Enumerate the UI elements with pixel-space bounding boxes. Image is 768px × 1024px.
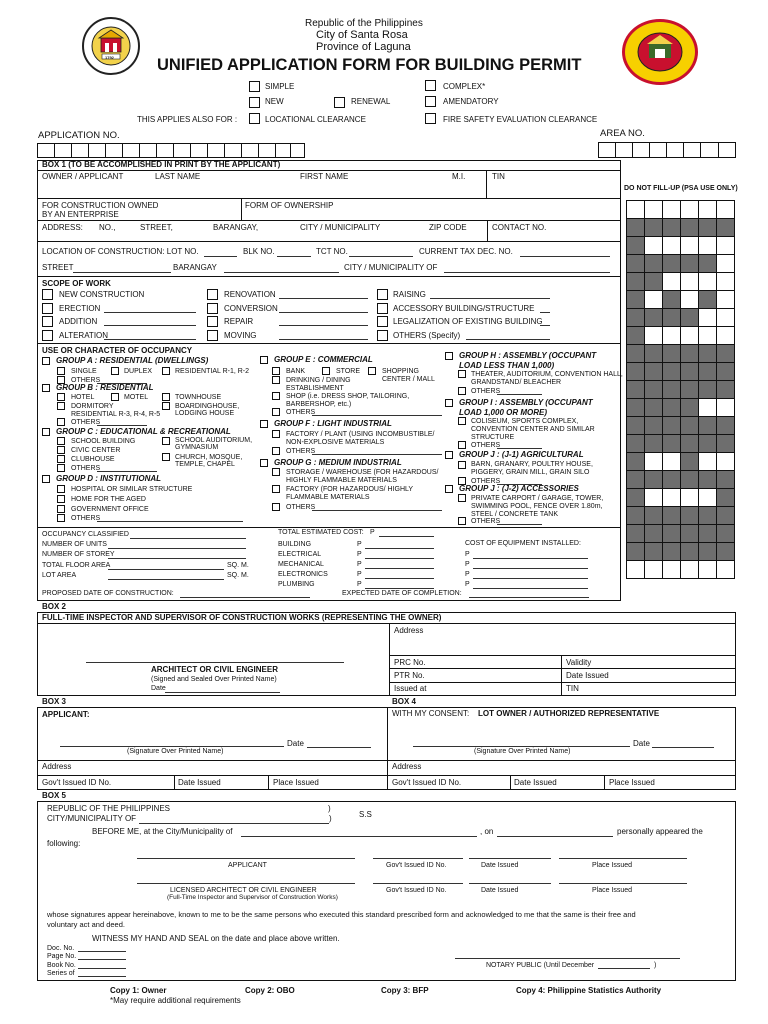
box5-republic-label: REPUBLIC OF THE PHILIPPINES: [47, 804, 170, 813]
scope-repair-checkbox[interactable]: [207, 316, 218, 327]
copy-3-label: Copy 3: BFP: [381, 986, 429, 995]
prc-label: PRC No.: [394, 658, 426, 667]
gd-aged-checkbox[interactable]: [57, 495, 65, 503]
applies-also-label: THIS APPLIES ALSO FOR :: [137, 115, 238, 124]
group-f-checkbox[interactable]: [260, 420, 268, 428]
ge-bank-checkbox[interactable]: [272, 367, 280, 375]
box4-sig-label: (Signature Over Printed Name): [474, 748, 571, 755]
proposed-date-label: PROPOSED DATE OF CONSTRUCTION:: [42, 590, 174, 597]
gb-boarding-label: BOARDINGHOUSE,: [175, 403, 240, 410]
gc-church-checkbox[interactable]: [162, 453, 170, 461]
building-cost-label: BUILDING: [278, 541, 312, 548]
box4-govt-label: Gov't Issued ID No.: [392, 778, 462, 787]
address-barangay-label: BARANGAY,: [213, 223, 259, 232]
before-me-label: BEFORE ME, at the City/Municipality of: [92, 827, 233, 836]
street2-label: STREET: [42, 263, 74, 272]
group-h-label-2: LOAD LESS THAN 1,000): [459, 361, 555, 370]
gb-townhouse-label: TOWNHOUSE: [175, 394, 222, 401]
scope-addition-checkbox[interactable]: [42, 316, 53, 327]
gj2-private-checkbox[interactable]: [458, 494, 466, 502]
obo-seal-logo: [622, 19, 698, 85]
simple-label: SIMPLE: [265, 82, 295, 91]
group-f-label: GROUP F : LIGHT INDUSTRIAL: [274, 419, 392, 428]
witness-text: WITNESS MY HAND AND SEAL on the date and place above written.: [92, 934, 340, 943]
mi-label: M.I.: [452, 172, 466, 181]
notary-close-paren: ): [654, 962, 657, 969]
ga-res-label: RESIDENTIAL R-1, R-2: [175, 368, 250, 375]
group-h-label: GROUP H : ASSEMBLY (OCCUPANT: [459, 351, 597, 360]
gi-conv-label: CONVENTION CENTER AND SIMILAR: [471, 426, 595, 433]
gc-aud-checkbox[interactable]: [162, 437, 170, 445]
gh-grand-label: GRANDSTAND/ BLEACHER: [471, 379, 562, 386]
gj1-others-label: OTHERS: [471, 478, 501, 485]
ga-res-checkbox[interactable]: [162, 367, 170, 375]
gh-theater-checkbox[interactable]: [458, 370, 466, 378]
group-c-checkbox[interactable]: [42, 428, 50, 436]
scope-item-label: RAISING: [393, 290, 426, 299]
gg-factory-checkbox[interactable]: [272, 485, 280, 493]
gc-temple-label: TEMPLE, CHAPEL: [175, 461, 235, 468]
gg-factory-label: FACTORY (FOR HAZARDOUS/ HIGHLY: [286, 486, 414, 493]
electronics-cost-label: ELECTRONICS: [278, 571, 328, 578]
ge-center-label: CENTER / MALL: [382, 376, 435, 383]
box1-title: BOX 1 (TO BE ACCOMPLISHED IN PRINT BY THE APPLICANT): [42, 160, 281, 169]
gh-others-label: OTHERS: [471, 388, 501, 395]
box5-govt-label-1: Gov't Issued ID No.: [386, 862, 447, 869]
form-ownership-label: FORM OF OWNERSHIP: [245, 201, 334, 210]
ptr-label: PTR No.: [394, 671, 425, 680]
box5-place-label-1: Place Issued: [592, 862, 633, 869]
box3-address-label: Address: [42, 762, 72, 771]
box4-place-label: Place Issued: [609, 778, 655, 787]
construction-owned-label: FOR CONSTRUCTION OWNED: [42, 201, 159, 210]
licensed-label: LICENSED ARCHITECT OR CIVIL ENGINEER: [170, 887, 317, 894]
book-no-label: Book No.: [47, 962, 76, 969]
group-b-label: GROUP B : RESIDENTIAL: [56, 383, 154, 392]
new-checkbox[interactable]: [249, 97, 260, 108]
renewal-label: RENEWAL: [351, 97, 391, 106]
scope-item-label: RENOVATION: [224, 290, 276, 299]
additional-requirements-note: *May require additional requirements: [110, 996, 241, 1005]
seal-year: 1792: [105, 55, 114, 60]
republic-label: Republic of the Philippines: [305, 18, 423, 29]
scope-accessory-checkbox[interactable]: [377, 303, 388, 314]
ga-single-label: SINGLE: [71, 368, 97, 375]
address-city-label: CITY / MUNICIPALITY: [300, 223, 381, 232]
ga-others-label: OTHERS: [71, 377, 101, 384]
group-e-checkbox[interactable]: [260, 356, 268, 364]
fire-safety-label: FIRE SAFETY EVALUATION CLEARANCE: [443, 115, 598, 124]
complex-label: COMPLEX*: [443, 82, 486, 91]
gj2-others-checkbox[interactable]: [458, 517, 466, 525]
gi-others-label: OTHERS: [471, 442, 501, 449]
gf-factory-checkbox[interactable]: [272, 430, 280, 438]
electrical-cost-p: P: [357, 551, 362, 558]
box2-frame: [37, 612, 736, 696]
occupancy-classified-label: OCCUPANCY CLASSIFIED: [42, 531, 129, 538]
fire-safety-checkbox[interactable]: [425, 113, 436, 124]
gc-club-label: CLUBHOUSE: [71, 456, 115, 463]
ge-bank-label: BANK: [286, 368, 306, 375]
gg-others-checkbox[interactable]: [272, 503, 280, 511]
gh-theater-label: THEATER, AUDITORIUM, CONVENTION HALL,: [471, 371, 623, 378]
gf-factory-label: FACTORY / PLANT (USING INCOMBUSTIBLE/: [286, 431, 435, 438]
group-g-checkbox[interactable]: [260, 459, 268, 467]
group-j2-checkbox[interactable]: [445, 485, 453, 493]
doc-no-label: Doc. No.: [47, 945, 75, 952]
gg-flam-label: FLAMMABLE MATERIALS: [286, 494, 370, 501]
scope-erection-checkbox[interactable]: [42, 303, 53, 314]
copy-2-label: Copy 2: OBO: [245, 986, 295, 995]
total-cost-p: P: [370, 529, 375, 536]
gj2-pool-label: SWIMMING POOL, FENCE OVER 1.80m,: [471, 503, 603, 510]
group-a-checkbox[interactable]: [42, 357, 50, 365]
first-name-label: FIRST NAME: [300, 172, 349, 181]
issued-at-label: Issued at: [394, 684, 427, 693]
box5-place-label-2: Place Issued: [592, 887, 633, 894]
gj2-others-label: OTHERS: [471, 518, 501, 525]
expected-date-label: EXPECTED DATE OF COMPLETION:: [342, 590, 462, 597]
gg-storage-label: STORAGE / WAREHOUSE (FOR HAZARDOUS/: [286, 469, 439, 476]
scope-item-label: MOVING: [224, 331, 257, 340]
lot-area-label: LOT AREA: [42, 572, 77, 579]
complex-checkbox[interactable]: [425, 80, 436, 91]
gb-townhouse-checkbox[interactable]: [162, 393, 170, 401]
psa-note: DO NOT FILL-UP (PSA USE ONLY): [624, 185, 738, 192]
gh-others-checkbox[interactable]: [458, 387, 466, 395]
voluntary-text: voluntary act and deed.: [47, 920, 125, 929]
gi-col-label: COLISEUM, SPORTS COMPLEX,: [471, 418, 579, 425]
locational-label: LOCATIONAL CLEARANCE: [265, 115, 366, 124]
box5-close-paren-1: ): [328, 804, 331, 813]
total-floor-label: TOTAL FLOOR AREA: [42, 562, 111, 569]
scope-item-label: OTHERS (Specify): [393, 331, 461, 340]
group-j1-label: GROUP J : (J-1) AGRICULTURAL: [459, 450, 584, 459]
gc-others-label: OTHERS: [71, 465, 101, 472]
gj2-steel-label: STEEL / CONCRETE TANK: [471, 511, 558, 518]
equipment-p-3: P: [465, 571, 470, 578]
gc-others-checkbox[interactable]: [57, 464, 65, 472]
equipment-p-1: P: [465, 551, 470, 558]
building-cost-p: P: [357, 541, 362, 548]
scope-item-label: REPAIR: [224, 317, 254, 326]
gf-others-label: OTHERS: [286, 448, 316, 455]
ge-drink-checkbox[interactable]: [272, 376, 280, 384]
gb-hotel-checkbox[interactable]: [57, 393, 65, 401]
ge-store-checkbox[interactable]: [322, 367, 330, 375]
equipment-p-4: P: [465, 581, 470, 588]
group-h-checkbox[interactable]: [445, 352, 453, 360]
page-no-label: Page No.: [47, 953, 77, 960]
gd-gov-label: GOVERNMENT OFFICE: [71, 506, 149, 513]
application-no-boxes[interactable]: [37, 143, 305, 158]
notary-label: NOTARY PUBLIC (Until December: [486, 962, 595, 969]
gc-church-label: CHURCH, MOSQUE,: [175, 454, 243, 461]
scope-others-checkbox[interactable]: [377, 330, 388, 341]
gb-boarding-checkbox[interactable]: [162, 402, 170, 410]
scope-legalization-checkbox[interactable]: [377, 316, 388, 327]
scope-raising-checkbox[interactable]: [377, 289, 388, 300]
plumbing-cost-label: PLUMBING: [278, 581, 315, 588]
gb-others-label: OTHERS: [71, 419, 101, 426]
box2-address-label: Address: [394, 626, 424, 635]
box2-title: FULL-TIME INSPECTOR AND SUPERVISOR OF CONSTRUCTION WORKS (REPRESENTING THE OWNER): [42, 613, 442, 622]
box5-date-issued-label-1: Date Issued: [481, 862, 519, 869]
tct-label: TCT NO.: [316, 247, 348, 256]
gc-gym-label: GYMNASIUM: [175, 444, 219, 451]
gg-high-label: HIGHLY FLAMMABLE MATERIALS: [286, 477, 397, 484]
gf-non-label: NON-EXPLOSIVE MATERIALS: [286, 439, 385, 446]
group-d-checkbox[interactable]: [42, 475, 50, 483]
ge-shopping-checkbox[interactable]: [368, 367, 376, 375]
blk-label: BLK NO.: [243, 247, 275, 256]
architect-label: ARCHITECT OR CIVIL ENGINEER: [151, 665, 278, 674]
lot-sqm-label: SQ. M.: [227, 572, 249, 579]
lot-owner-label: LOT OWNER / AUTHORIZED REPRESENTATIVE: [478, 709, 660, 718]
ga-single-checkbox[interactable]: [57, 367, 65, 375]
box4-date-issued-label: Date Issued: [514, 778, 557, 787]
scope-alteration-checkbox[interactable]: [42, 330, 53, 341]
area-no-label: AREA NO.: [600, 128, 645, 139]
psa-use-grid: [626, 200, 735, 579]
group-j2-label: GROUP J : (J-2) ACCESSORIES: [459, 484, 579, 493]
box5-applicant-label: APPLICANT: [228, 862, 267, 869]
amendatory-checkbox[interactable]: [425, 96, 436, 107]
gg-others-label: OTHERS: [286, 504, 316, 511]
zip-label: ZIP CODE: [429, 223, 467, 232]
simple-checkbox[interactable]: [249, 81, 260, 92]
box4-address-label: Address: [392, 762, 422, 771]
box2-date-issued-label: Date Issued: [566, 671, 609, 680]
number-storey-label: NUMBER OF STOREY: [42, 551, 115, 558]
group-d-label: GROUP D : INSTITUTIONAL: [56, 474, 162, 483]
by-enterprise-label: BY AN ENTERPRISE: [42, 210, 119, 219]
box3-date-issued-label: Date Issued: [178, 778, 221, 787]
box2-label: BOX 2: [42, 602, 67, 611]
scope-item-label: LEGALIZATION OF EXISTING BUILDING: [393, 317, 543, 326]
group-b-checkbox[interactable]: [42, 384, 50, 392]
electrical-cost-label: ELECTRICAL: [278, 551, 322, 558]
tin-label: TIN: [492, 172, 505, 181]
gc-school-label: SCHOOL BUILDING: [71, 438, 136, 445]
gb-dorm-label: DORMITORY: [71, 403, 114, 410]
box5-date-issued-label-2: Date Issued: [481, 887, 519, 894]
address-street-label: STREET,: [140, 223, 173, 232]
gj1-barn-checkbox[interactable]: [458, 461, 466, 469]
scope-title: SCOPE OF WORK: [42, 279, 111, 288]
occupancy-title: USE OR CHARACTER OF OCCUPANCY: [42, 346, 193, 355]
box5-city-label: CITY/MUNICIPALITY OF: [47, 814, 137, 823]
gj1-barn-label: BARN, GRANARY, POULTRY HOUSE,: [471, 461, 593, 468]
gd-hosp-label: HOSPITAL OR SIMILAR STRUCTURE: [71, 486, 193, 493]
gb-motel-label: MOTEL: [124, 394, 149, 401]
ga-duplex-checkbox[interactable]: [111, 367, 119, 375]
province-label: Province of Laguna: [316, 41, 411, 53]
gc-civic-label: CIVIC CENTER: [71, 447, 121, 454]
scope-item-label: ERECTION: [59, 304, 101, 313]
box3-sig-label: (Signature Over Printed Name): [127, 748, 224, 755]
gb-lodging-label: LODGING HOUSE: [175, 410, 235, 417]
appeared-label: personally appeared the: [617, 827, 703, 836]
group-i-label: GROUP I : ASSEMBLY (OCCUPANT: [459, 398, 593, 407]
scope-item-label: ADDITION: [59, 317, 98, 326]
group-e-label: GROUP E : COMMERCIAL: [274, 355, 373, 364]
ge-shopping-label: SHOPPING: [382, 368, 419, 375]
address-label: ADDRESS:: [42, 223, 83, 232]
box3-label: BOX 3: [42, 697, 67, 706]
new-label: NEW: [265, 97, 284, 106]
scope-new-construction-checkbox[interactable]: [42, 289, 53, 300]
city-seal-logo: [82, 17, 140, 75]
gb-motel-checkbox[interactable]: [111, 393, 119, 401]
mechanical-cost-p: P: [357, 561, 362, 568]
ge-shop-checkbox[interactable]: [272, 392, 280, 400]
box4-date-label: Date: [633, 739, 650, 748]
group-j1-checkbox[interactable]: [445, 451, 453, 459]
area-no-boxes[interactable]: [598, 142, 736, 158]
gg-storage-checkbox[interactable]: [272, 468, 280, 476]
city-label: City of Santa Rosa: [316, 29, 408, 41]
ge-store-label: STORE: [336, 368, 360, 375]
scope-item-label: ALTERATION: [59, 331, 109, 340]
ga-duplex-label: DUPLEX: [124, 368, 153, 375]
mechanical-cost-label: MECHANICAL: [278, 561, 324, 568]
location-label: LOCATION OF CONSTRUCTION: LOT NO.: [42, 247, 199, 256]
gb-res-label: RESIDENTIAL R-3, R-4, R-5: [71, 411, 161, 418]
box2-tin-label: TIN: [566, 684, 579, 693]
gi-others-checkbox[interactable]: [458, 441, 466, 449]
gd-others-checkbox[interactable]: [57, 514, 65, 522]
gf-others-checkbox[interactable]: [272, 447, 280, 455]
gj2-private-label: PRIVATE CARPORT / GARAGE, TOWER,: [471, 495, 604, 502]
floor-sqm-label: SQ. M.: [227, 562, 249, 569]
box5-govt-label-2: Gov't Issued ID No.: [386, 887, 447, 894]
ge-estab-label: ESTABLISHMENT: [286, 385, 344, 392]
locational-checkbox[interactable]: [249, 113, 260, 124]
electronics-cost-p: P: [357, 571, 362, 578]
number-units-label: NUMBER OF UNITS: [42, 541, 107, 548]
series-label: Series of: [47, 970, 75, 977]
gb-others-checkbox[interactable]: [57, 418, 65, 426]
gd-gov-checkbox[interactable]: [57, 505, 65, 513]
amendatory-label: AMENDATORY: [443, 97, 499, 106]
ge-drink-label: DRINKING / DINING: [286, 377, 351, 384]
box3-place-label: Place Issued: [273, 778, 319, 787]
equipment-cost-label: COST OF EQUIPMENT INSTALLED:: [465, 540, 581, 547]
gc-aud-label: SCHOOL AUDITORIUM,: [175, 437, 253, 444]
scope-renovation-checkbox[interactable]: [207, 289, 218, 300]
following-label: following:: [47, 839, 81, 848]
gi-struct-label: STRUCTURE: [471, 434, 515, 441]
ge-shop-label: SHOP (i.e. DRESS SHOP, TAILORING,: [286, 393, 410, 400]
group-i-label-2: LOAD 1,000 OR MORE): [459, 408, 548, 417]
box3-date-label: Date: [287, 739, 304, 748]
scope-item-label: CONVERSION: [224, 304, 278, 313]
application-no-label: APPLICATION NO.: [38, 130, 120, 141]
last-name-label: LAST NAME: [155, 172, 201, 181]
box3-govt-label: Gov't Issued ID No.: [42, 778, 112, 787]
barangay2-label: BARANGAY: [173, 263, 217, 272]
copy-4-label: Copy 4: Philippine Statistics Authority: [516, 986, 662, 995]
owner-label: OWNER / APPLICANT: [42, 172, 124, 181]
renewal-checkbox[interactable]: [334, 97, 345, 108]
gd-aged-label: HOME FOR THE AGED: [71, 496, 146, 503]
group-c-label: GROUP C : EDUCATIONAL & RECREATIONAL: [56, 427, 231, 436]
group-g-label: GROUP G : MEDIUM INDUSTRIAL: [274, 458, 402, 467]
equipment-p-2: P: [465, 561, 470, 568]
contact-label: CONTACT NO.: [492, 223, 547, 232]
tax-dec-label: CURRENT TAX DEC. NO.: [419, 247, 513, 256]
box2-date-label: Date: [151, 685, 166, 692]
gd-others-label: OTHERS: [71, 515, 101, 522]
page-title: UNIFIED APPLICATION FORM FOR BUILDING PERMIT: [157, 56, 582, 74]
group-a-label: GROUP A : RESIDENTIAL (DWELLINGS): [56, 356, 209, 365]
gb-dorm-checkbox[interactable]: [57, 402, 65, 410]
ge-others-label: OTHERS: [286, 409, 316, 416]
applicant-label: APPLICANT:: [42, 710, 90, 719]
box5-close-paren-2: ): [329, 814, 332, 823]
signed-label: (Signed and Sealed Over Printed Name): [151, 676, 277, 683]
scope-item-label: NEW CONSTRUCTION: [59, 290, 145, 299]
group-i-checkbox[interactable]: [445, 399, 453, 407]
ge-barber-label: BARBERSHOP, etc.): [286, 401, 352, 408]
gc-school-checkbox[interactable]: [57, 437, 65, 445]
ss-label: S.S: [359, 810, 372, 819]
validity-label: Validity: [566, 658, 592, 667]
city-of-label: CITY / MUNICIPALITY OF: [344, 263, 438, 272]
scope-moving-checkbox[interactable]: [207, 330, 218, 341]
consent-label: WITH MY CONSENT:: [392, 709, 470, 718]
gb-hotel-label: HOTEL: [71, 394, 95, 401]
gi-col-checkbox[interactable]: [458, 417, 466, 425]
scope-conversion-checkbox[interactable]: [207, 303, 218, 314]
gd-hosp-checkbox[interactable]: [57, 485, 65, 493]
box4-label: BOX 4: [392, 697, 417, 706]
ge-others-checkbox[interactable]: [272, 408, 280, 416]
total-cost-label: TOTAL ESTIMATED COST:: [278, 529, 364, 536]
scope-item-label: ACCESSORY BUILDING/STRUCTURE: [393, 304, 535, 313]
gc-civic-checkbox[interactable]: [57, 446, 65, 454]
on-label: , on: [480, 827, 494, 836]
plumbing-cost-p: P: [357, 581, 362, 588]
copy-1-label: Copy 1: Owner: [110, 986, 167, 995]
gc-club-checkbox[interactable]: [57, 455, 65, 463]
gj1-pig-label: PIGGERY, GRAIN MILL, GRAIN SILO: [471, 469, 590, 476]
fulltime-label: (Full-Time Inspector and Supervisor of Construction Works): [167, 894, 338, 901]
whose-signatures-text: whose signatures appear hereinabove, known to me to be the same persons who executed this standard prescribed form and acknowledged to me that the same is their free and: [47, 910, 636, 919]
box5-label: BOX 5: [42, 791, 67, 800]
address-no-label: NO.,: [99, 223, 116, 232]
